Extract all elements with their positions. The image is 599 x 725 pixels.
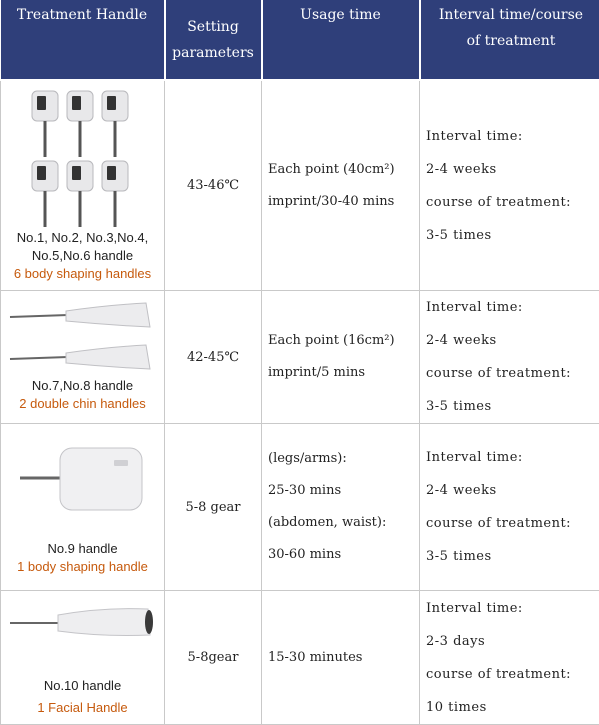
handle-cell [1,424,165,591]
usage-line: 15-30 minutes [268,642,419,674]
header-usage-time: Usage time [262,0,420,80]
table-row [1,424,599,591]
usage-line: Each point (40cm²) [268,154,419,186]
double-chin-handles-image [8,301,158,371]
usage-cell [262,591,420,725]
header-interval-line1: Interval time/course [421,2,599,28]
header-setting-parameters [165,0,262,80]
setting-value: 42-45℃ [165,291,262,424]
handle-cell [1,591,165,725]
interval-line: 2-3 days [426,625,599,658]
usage-cell [262,80,420,291]
usage-cell [262,424,420,591]
facial-handle-image [8,599,158,649]
setting-value: 5-8 gear [165,424,262,591]
handle-cell [1,80,165,291]
interval-cell [420,80,599,291]
handle-highlight: 1 body shaping handle [1,558,164,576]
interval-cell [420,591,599,725]
interval-line: 2-4 weeks [426,324,599,357]
usage-line: (legs/arms): [268,443,419,475]
setting-value: 5-8gear [165,591,262,725]
interval-cell [420,424,599,591]
interval-line: Interval time: [426,120,599,153]
interval-line: Interval time: [426,441,599,474]
header-treatment-handle: Treatment Handle [1,0,165,80]
handle-highlight: 1 Facial Handle [1,699,164,717]
usage-line: imprint/30-40 mins [268,186,419,218]
usage-cell [262,291,420,424]
usage-line: 30-60 mins [268,539,419,571]
table-row [1,291,599,424]
usage-line: (abdomen, waist): [268,507,419,539]
interval-line: course of treatment: [426,186,599,219]
usage-line: 25-30 mins [268,475,419,507]
interval-line: 3-5 times [426,390,599,423]
handle-highlight: 2 double chin handles [1,395,164,413]
body-shaping-handle-image [18,438,148,518]
handle-caption-line: No.5,No.6 handle [1,247,164,265]
body-shaping-handles-image [28,89,138,229]
header-interval-line2: of treatment [421,28,599,54]
handle-highlight: 6 body shaping handles [1,265,164,283]
handle-caption-line: No.9 handle [1,540,164,558]
header-interval [420,0,599,80]
header-setting-line2: parameters [166,40,261,66]
handle-caption-line: No.10 handle [1,677,164,695]
interval-line: course of treatment: [426,658,599,691]
interval-line: 3-5 times [426,219,599,252]
interval-line: Interval time: [426,291,599,324]
setting-value: 43-46℃ [165,80,262,291]
interval-line: course of treatment: [426,357,599,390]
handle-caption-line: No.1, No.2, No.3,No.4, [1,229,164,247]
interval-line: course of treatment: [426,507,599,540]
table-row [1,80,599,291]
interval-line: 2-4 weeks [426,474,599,507]
header-setting-line1: Setting [166,14,261,40]
handle-cell [1,291,165,424]
interval-cell [420,291,599,424]
interval-line: Interval time: [426,592,599,625]
usage-line: Each point (16cm²) [268,325,419,357]
header-row [1,0,599,80]
interval-line: 10 times [426,691,599,724]
handle-caption-line: No.7,No.8 handle [1,377,164,395]
usage-line: imprint/5 mins [268,357,419,389]
table-row [1,591,599,725]
interval-line: 3-5 times [426,540,599,573]
interval-line: 2-4 weeks [426,153,599,186]
